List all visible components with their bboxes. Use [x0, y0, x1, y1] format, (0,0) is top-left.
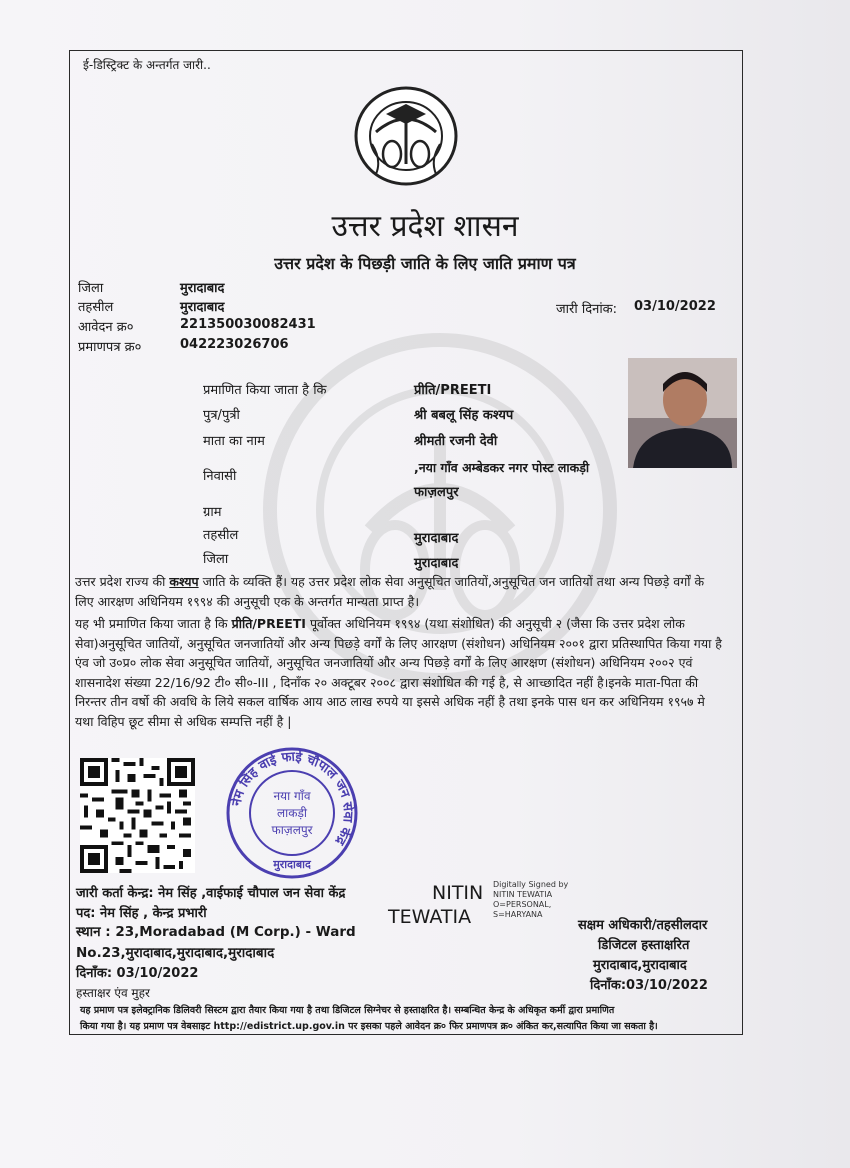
- authority-location: मुरादाबाद,मुरादाबाद: [593, 958, 687, 973]
- authority-digital-signed: डिजिटल हस्ताक्षरित: [598, 938, 690, 953]
- digital-sign-detail4: S=HARYANA: [493, 910, 543, 919]
- issuer-place-line1: स्थान : 23,Moradabad (M Corp.) - Ward: [76, 924, 356, 940]
- meta-application-label: आवेदन क्र०: [78, 320, 134, 335]
- mother-label: माता का नाम: [203, 434, 265, 449]
- caste-name: कश्यप: [169, 574, 199, 589]
- meta-certificate-label: प्रमाणपत्र क्र०: [78, 340, 142, 355]
- para2-applicant-name: प्रीति/PREETI: [231, 616, 306, 631]
- body-paragraph-2: [75, 614, 725, 731]
- resident-value-line1: ,नया गाँव अम्बेडकर नगर पोस्ट लाकड़ी: [414, 460, 590, 475]
- signature-seal-label: हस्ताक्षर एंव मुहर: [76, 986, 150, 1000]
- footer-line2: किया गया है। यह प्रमाण पत्र वेबसाइट http://edistrict.up.gov.in पर इसका पहले आवेदन क्र० फिर प्रमाणपत्र क्र० अंकित कर,सत्यापित किया जा सकता है।: [80, 1021, 658, 1032]
- authority-date: दिनाँक:03/10/2022: [590, 978, 708, 993]
- para2-text-start: यह भी प्रमाणित किया जाता है कि: [75, 616, 232, 631]
- detail-tehsil-value: मुरादाबाद: [414, 531, 459, 546]
- meta-district-value: मुरादाबाद: [180, 281, 225, 296]
- certificate-footer-note: [80, 1003, 740, 1035]
- stamp-line3: फाज़लपुर: [271, 823, 313, 837]
- para2-text-end: पूर्वोक्त अधिनियम १९९४ (यथा संशोधित) की अनुसूची २ (जैसा कि उत्तर प्रदेश लोक सेवा)अनुसूचित जातियों, अनुसूचित जनजातियों और अन्य पिछड़े वर्गों के लिए आरक्षण (संशोधन) अधिनियम २००१ द्वारा प्रतिस्थापित किया गया है एंव जो उ०प्र० लोक सेवा अनुसूचित जातियों, अनुसूचित जनजातियों और अन्य पिछड़े वर्गों के लिए आरक्षण (संशोधन) अधिनियम २००२ एवं शासनादेश संख्या 22/16/92 टी० सी०-III , दिनाँक २० अक्टूबर २००८ द्वारा संशोधित की गई है, से आच्छादित नहीं है।इनके माता-पिता की निरन्तर तीन वर्षो की अवधि के लिये सकल वार्षिक आय आठ लाख रुपये या इससे अधिक नहीं है तथा इनके पास धन कर अधिनियम १९५७ मे यथा विहिप छूट सीमा से अधिक सम्पत्ति नहीं है |: [75, 616, 722, 729]
- stamp-line2: लाकड़ी: [277, 806, 307, 820]
- stamp-line1: नया गाँव: [273, 789, 311, 803]
- detail-tehsil-label: तहसील: [203, 528, 239, 543]
- issuing-center: जारी कर्ता केन्द्र: नेम सिंह ,वाईफाई चौपाल जन सेवा केंद्र: [76, 886, 346, 901]
- digital-sign-details: [493, 880, 568, 920]
- para1-text-start: उत्तर प्रदेश राज्य की: [75, 574, 170, 589]
- village-label: ग्राम: [203, 505, 222, 520]
- meta-tehsil-value: मुरादाबाद: [180, 300, 225, 315]
- certificate-subtitle: उत्तर प्रदेश के पिछड़ी जाति के लिए जाति प्रमाण पत्र: [274, 254, 576, 273]
- meta-certificate-value: 042223026706: [180, 337, 289, 352]
- issuer-place-line2: No.23,मुरादाबाद,मुरादाबाद,मुरादाबाद: [76, 945, 275, 961]
- father-name-value: श्री बबलू सिंह कश्यप: [414, 408, 514, 423]
- up-government-emblem-icon: [352, 84, 460, 188]
- meta-tehsil-label: तहसील: [78, 300, 114, 315]
- meta-district-label: जिला: [78, 281, 104, 296]
- certified-name-value: प्रीति/PREETI: [414, 383, 492, 398]
- center-seal-stamp-icon: [222, 746, 362, 880]
- issuer-post: पद: नेम सिंह , केन्द्र प्रभारी: [76, 906, 207, 921]
- digital-sign-detail1: Digitally Signed by: [493, 880, 569, 889]
- stamp-bottom-text: मुरादाबाद: [273, 858, 311, 871]
- top-note: ई-डिस्ट्रिक्ट के अन्तर्गत जारी..: [83, 58, 211, 72]
- footer-line1: यह प्रमाण पत्र इलेक्ट्रानिक डिलिवरी सिस्टम द्वारा तैयार किया गया है तथा डिजिटल सिग्नेचर से हस्ताक्षरित है। सम्बन्धित केन्द्र के अधिकृत कर्मी द्वारा प्रमाणित: [80, 1005, 615, 1016]
- detail-district-value: मुरादाबाद: [414, 556, 459, 571]
- resident-label: निवासी: [203, 469, 237, 484]
- son-daughter-label: पुत्र/पुत्री: [203, 408, 240, 423]
- applicant-portrait-icon: [628, 358, 737, 468]
- issue-date-label: जारी दिनांक:: [556, 302, 618, 317]
- applicant-photo: [628, 358, 737, 468]
- meta-application-value: 221350030082431: [180, 317, 316, 332]
- resident-value-line2: फाज़लपुर: [414, 485, 459, 500]
- detail-district-label: जिला: [203, 552, 229, 567]
- digital-signer-name-line2: TEWATIA: [388, 906, 472, 928]
- issuer-date: दिनाँक: 03/10/2022: [76, 966, 199, 981]
- digital-sign-detail3: O=PERSONAL,: [493, 900, 552, 909]
- digital-sign-detail2: NITIN TEWATIA: [493, 890, 553, 899]
- qr-code-icon: [80, 758, 195, 873]
- digital-signer-name-line1: NITIN: [432, 882, 484, 904]
- authority-designation: सक्षम अधिकारी/तहसीलदार: [578, 918, 708, 933]
- para1-text-end: जाति के व्यक्ति हैं। यह उत्तर प्रदेश लोक सेवा अनुसूचित जातियों,अनुसूचित जन जातियों तथा अन्य पिछड़े वर्गों के लिए आरक्षण अधिनियम १९९४ की अनुसूची एक के अन्तर्गत मान्यता प्राप्त है।: [75, 574, 705, 609]
- body-paragraph-1: [75, 572, 725, 611]
- page-title: उत्तर प्रदेश शासन: [331, 209, 519, 244]
- issue-date-value: 03/10/2022: [634, 299, 716, 314]
- mother-name-value: श्रीमती रजनी देवी: [414, 434, 498, 449]
- stamp-ring-text: नेम सिंह वाई फाई चौपाल जन सेवा केंद्र: [229, 749, 356, 848]
- certified-label: प्रमाणित किया जाता है कि: [203, 383, 327, 398]
